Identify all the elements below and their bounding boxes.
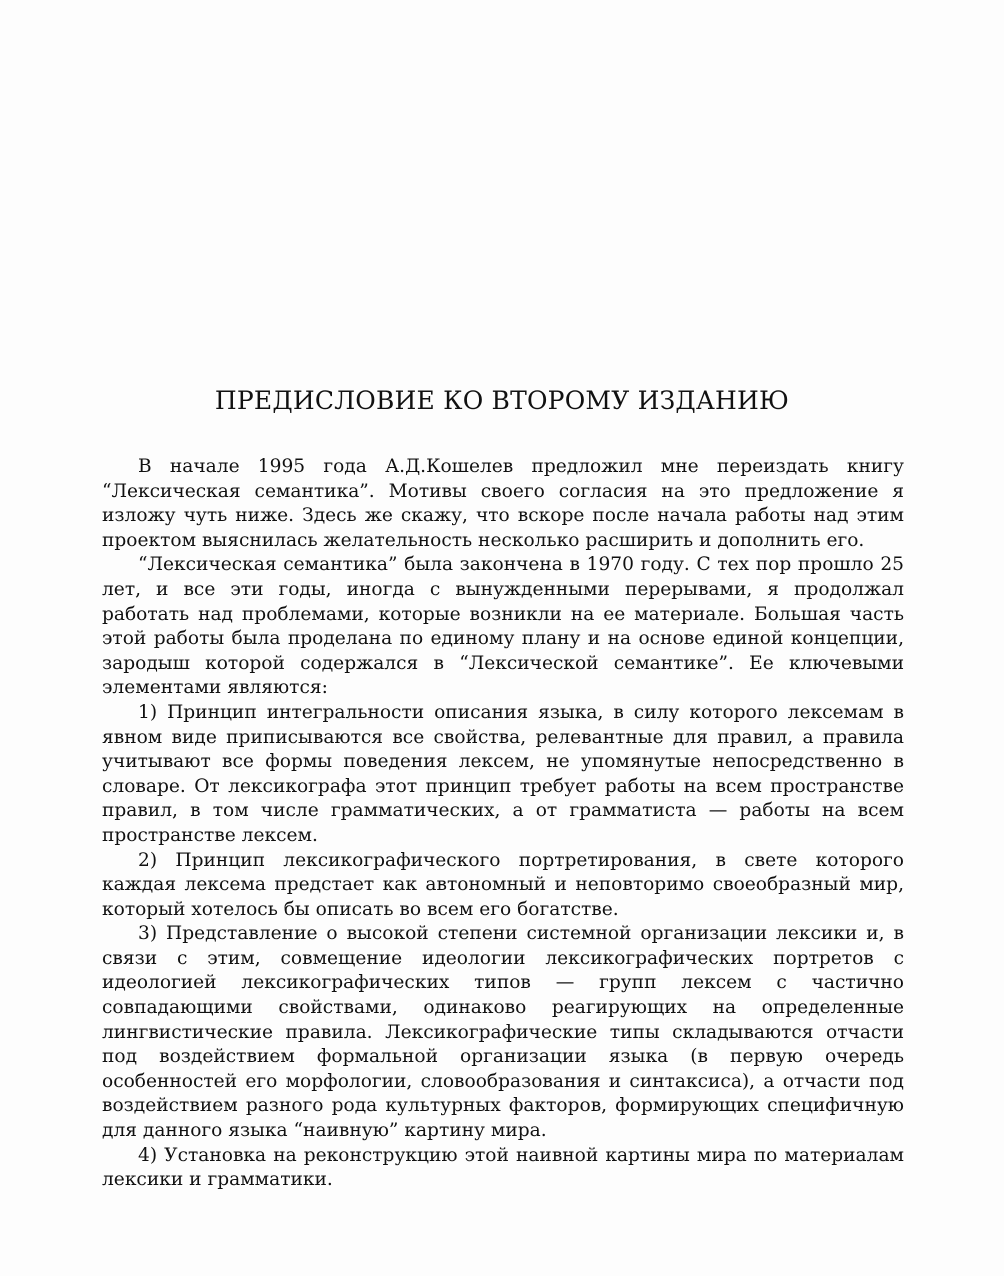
paragraph-3: 1) Принцип интегральности описания языка, в силу которого лексемам в явном виде приписываются все свойства, релевантные для правил, а правила учитывают все формы поведения лексем, не упомянутые непосредственно в словаре. От лексикографа этот принцип требует работы на всем пространстве правил, в том числе грамматических, а от грамматиста — работы на всем пространстве лексем.	[102, 701, 904, 846]
paragraph-5: 3) Представление о высокой степени системной организации лексики и, в связи с этим, совмещение идеологии лексикографических портретов с идеологией лексикографических типов — групп лексем с частично совпадающими свойствами, одинаково реагирующих на определенные лингвистические правила. Лексикографические типы складываются отчасти под воздействием формальной организации языка (в первую очередь особенностей его морфологии, словообразования и синтаксиса), а отчасти под воздействием разного рода культурных факторов, формирующих специфичную для данного языка “наивную” картину мира.	[102, 923, 904, 1142]
body-text	[102, 455, 904, 1193]
paragraph-2: “Лексическая семантика” была закончена в 1970 году. С тех пор прошло 25 лет, и все эти годы, иногда с вынужденными перерывами, я продолжал работать над проблемами, которые возникли на ее материале. Большая часть этой работы была проделана по единому плану и на основе единой концепции, зародыш которой содержался в “Лексической семантике”. Ее ключевыми элементами являются:	[102, 554, 904, 699]
paragraph-6: 4) Установка на реконструкцию этой наивной картины мира по материалам лексики и грамматики.	[102, 1144, 904, 1191]
paragraph-1: В начале 1995 года А.Д.Кошелев предложил мне переиздать книгу “Лексическая семантика”. Мотивы своего согласия на это предложение я изложу чуть ниже. Здесь же скажу, что вскоре после начала работы над этим проектом выяснилась желательность несколько расширить и дополнить его.	[102, 456, 904, 551]
paragraph-4: 2) Принцип лексикографического портретирования, в свете которого каждая лексема предстает как автономный и неповторимо своеобразный мир, который хотелось бы описать во всем его богатстве.	[102, 849, 904, 920]
page-title: ПРЕДИСЛОВИЕ КО ВТОРОМУ ИЗДАНИЮ	[214, 386, 790, 415]
